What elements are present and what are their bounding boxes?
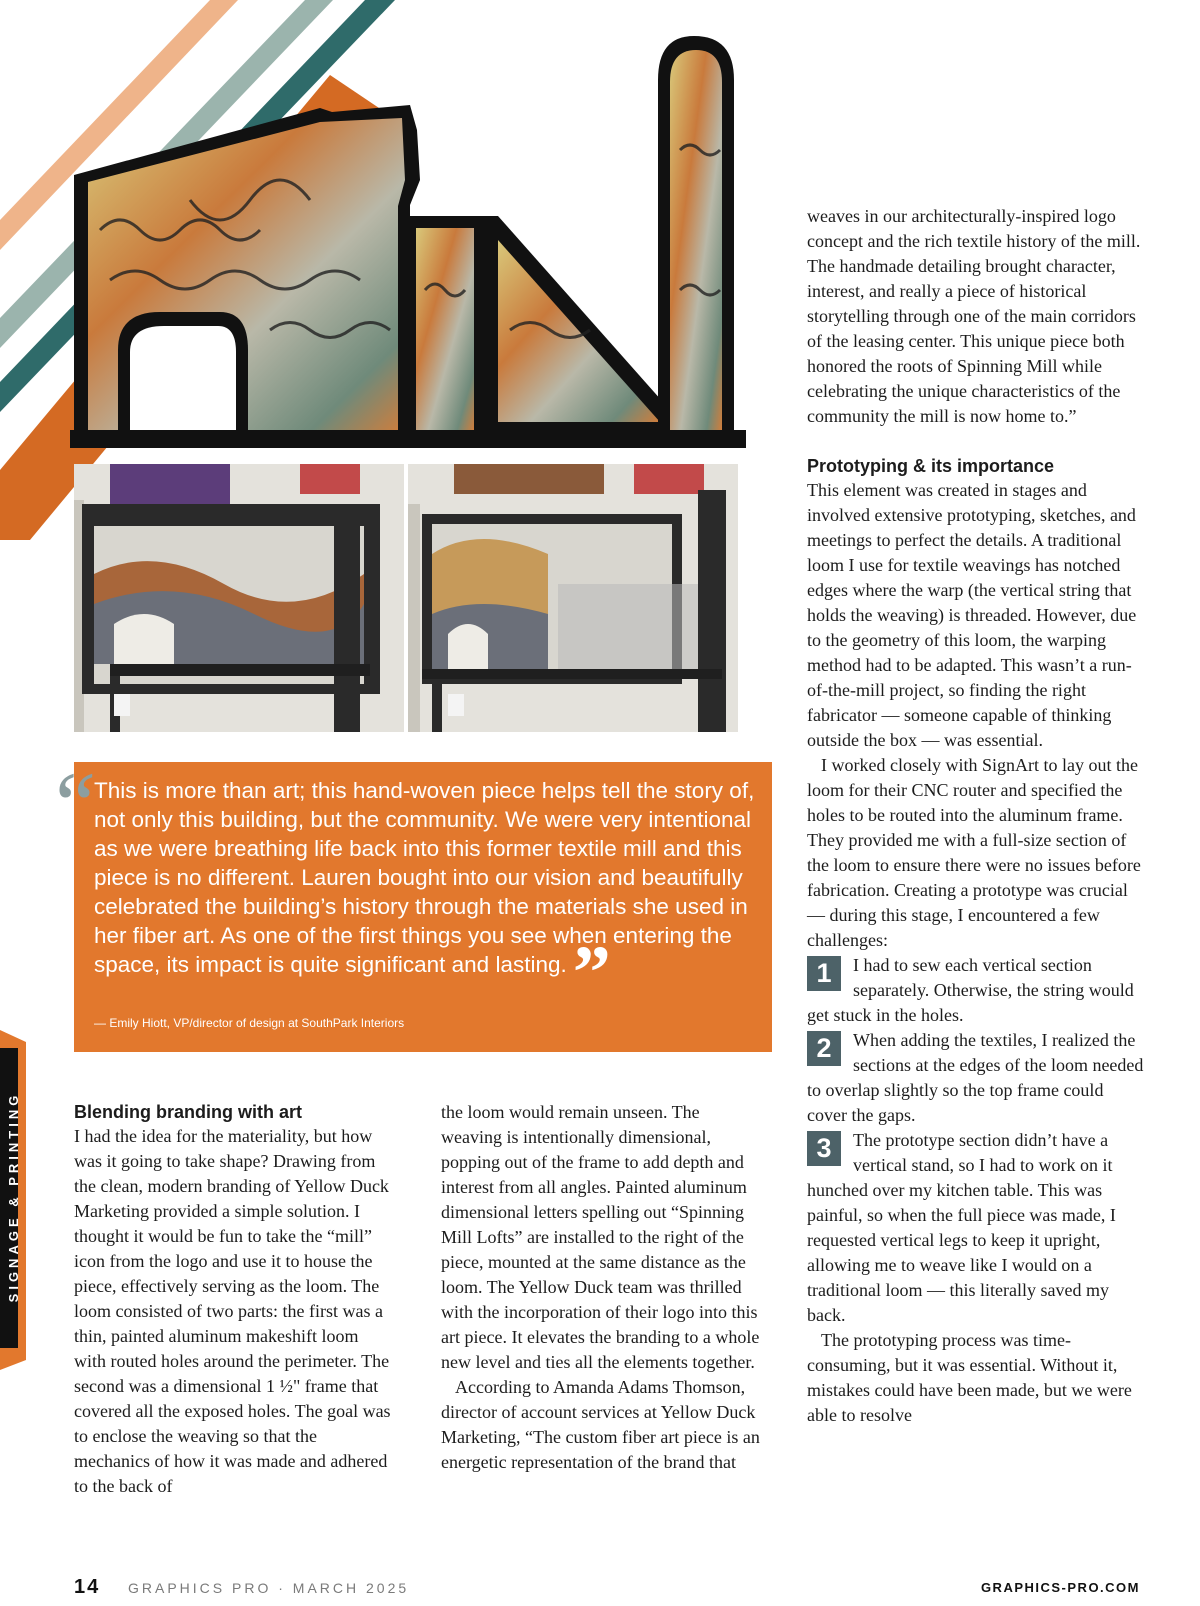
body-paragraph: I worked closely with SignArt to lay out the loom for their CNC router and specified the holes to be routed into the aluminum frame. They provided me with a full-size section of the loom to ensure there were no issues before fabrication. Creating a prototype was crucial — during this stage, I encountered a few challenges: [807,755,1141,950]
article-column-3 [807,204,1145,1428]
list-item-text: The prototype section didn’t have a vertical stand, so I had to work on it hunched over my kitchen table. This was painful, so when the full piece was made, I requested vertical legs to keep it upright, allowing me to weave like I would on a traditional loom — this literally saved my back. [807,1130,1116,1325]
pull-quote [94,776,762,1015]
body-paragraph: This element was created in stages and involved extensive prototyping, sketches, and meetings to perfect the details. A traditional loom I use for textile weavings has notched edges where the warp (the vertical string that holds the weaving) is threaded. However, due to the geometry of this loom, the warping method had to be adapted. This wasn’t a run-of-the-mill project, so finding the right fabricator — someone capable of thinking outside the box — was essential. [807,480,1137,750]
body-paragraph: I had the idea for the materiality, but how was it going to take shape? Drawing from the clean, modern branding of Yellow Duck Marketing provided a simple solution. I thought it would be fun to take the “mill” icon from the logo and use it to house the piece, effectively serving as the loom. The loom consisted of two parts: the first was a thin, painted aluminum makeshift loom with routed holes around the perimeter. The second was a dimensional 1 ½" frame that covered all the exposed holes. The goal was to enclose the weaving so that the mechanics of how it was made and adhered to the back of [74,1126,391,1496]
list-item [807,1028,1145,1128]
number-badge: 2 [807,1031,841,1066]
loom-photo-right [408,464,738,732]
body-paragraph: the loom would remain unseen. The weaving is intentionally dimensional, popping out of the frame to add depth and interest from all angles. Painted aluminum dimensional letters spelling out “Spinning Mill Lofts” are installed to the right of the piece, mounted at the same distance as the loom. The Yellow Duck team was thrilled with the incorporation of their logo into this art piece. It elevates the branding to a whole new level and ties all the elements together. [441,1102,760,1372]
loom-photo-left [74,464,404,732]
pull-quote-attribution: — Emily Hiott, VP/director of design at SouthPark Interiors [94,1016,405,1030]
list-item-text: I had to sew each vertical section separately. Otherwise, the string would get stuck in the holes. [807,955,1134,1025]
number-badge: 3 [807,1131,841,1166]
list-item [807,1128,1145,1328]
close-quote-mark: ” [572,931,611,1015]
pull-quote-text: This is more than art; this hand-woven piece helps tell the story of, not only this building, but the community. We were very intentional as we were breathing life back into this former textile mill and this piece is no different. Lauren bought into our vision and beautifully celebrated the building’s history through the materials she used in her fiber art. As one of the first things you see when entering the space, its impact is quite significant and lasting. [94,778,755,977]
article-column-1 [74,1100,394,1499]
list-item-text: When adding the textiles, I realized the sections at the edges of the loom needed to overlap slightly so the top frame could cover the gaps. [807,1030,1144,1125]
section-heading: Prototyping & its importance [807,456,1055,476]
body-paragraph: The prototyping process was time-consuming, but it was essential. Without it, mistakes could have been made, but we were able to resolve [807,1330,1132,1425]
website-url: GRAPHICS-PRO.COM [980,1580,1140,1595]
section-heading: Blending branding with art [74,1102,302,1122]
page-number: 14 [74,1576,101,1598]
article-column-2 [441,1100,765,1475]
mill-illustration [70,30,776,462]
section-label: SIGNAGE & PRINTING [6,1091,21,1303]
open-quote-mark: “ [46,753,98,855]
number-badge: 1 [807,956,841,991]
list-item [807,953,1145,1028]
body-paragraph: According to Amanda Adams Thomson, director of account services at Yellow Duck Marketing, “The custom fiber art piece is an energetic representation of the brand that [441,1377,760,1472]
body-paragraph: weaves in our architecturally-inspired logo concept and the rich textile history of the mill. The handmade detailing brought character, interest, and really a piece of historical storytelling through one of the main corridors of the leasing center. This unique piece both honored the roots of Spinning Mill while celebrating the unique characteristics of the community the mill is now home to.” [807,206,1141,426]
publication-name: GRAPHICS PRO · MARCH 2025 [128,1580,410,1596]
